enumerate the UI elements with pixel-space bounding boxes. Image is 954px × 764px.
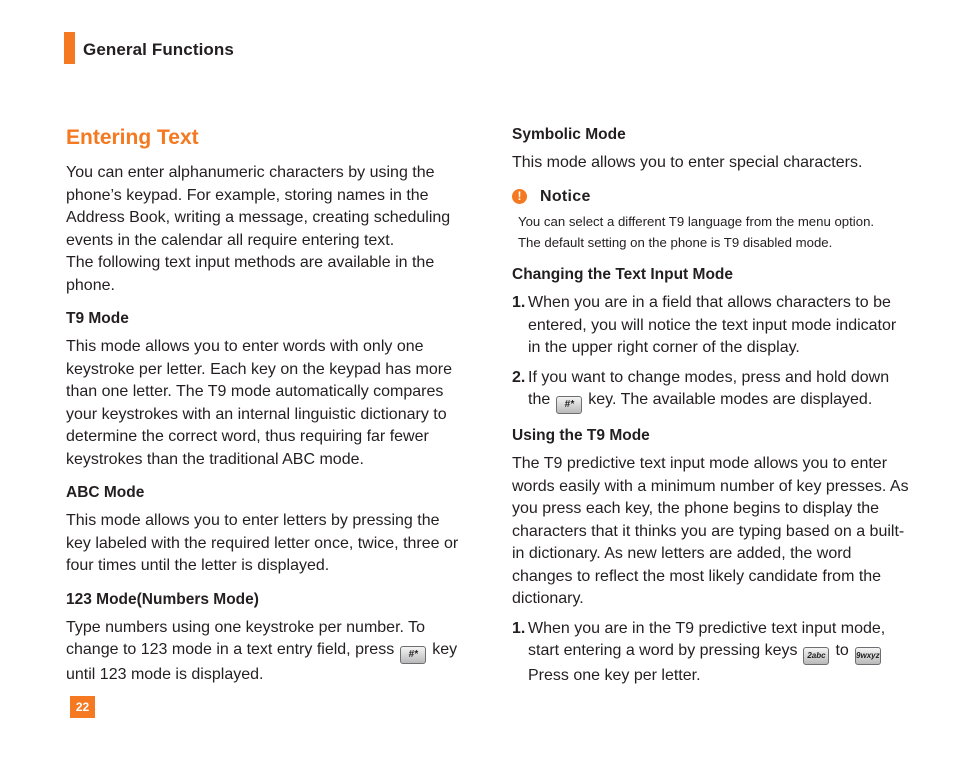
numbers-mode-body-end: key until 123 mode is displayed. <box>66 641 458 683</box>
numbers-mode-body-start: Type numbers using one keystroke per number. To change to 123 mode in a text entry field, press <box>66 618 426 658</box>
exclamation-icon: ! <box>512 189 527 204</box>
step-text-end: key. The available modes are displayed. <box>588 391 873 408</box>
step-number: 1. <box>512 294 526 311</box>
using-t9-heading: Using the T9 Mode <box>512 427 650 444</box>
section-title: General Functions <box>83 40 234 59</box>
using-t9-step-1 <box>512 618 912 688</box>
intro-paragraph-2: The following text input methods are available in the phone. <box>66 254 435 294</box>
step-text <box>528 618 912 688</box>
t9-mode-body: This mode allows you to enter words with only one keystroke per letter. Each key on the keypad has more than one letter. The T9 mode automatically compares your keystrokes with an internal linguistic dictionary to determine the correct word, thus requiring far fewer keystrokes than the traditional ABC mode. <box>66 338 452 468</box>
header-accent-bar <box>64 32 75 64</box>
changing-mode-heading: Changing the Text Input Mode <box>512 266 733 283</box>
changing-step-1 <box>512 292 912 360</box>
page-number: 22 <box>70 696 95 718</box>
using-t9-body: The T9 predictive text input mode allows you to enter words easily with a minimum number of key presses. As you press each key, the phone begins to display the characters that it thinks you are typing based on a built-in dictionary. As new letters are added, the word changes to reflect the most likely candidate from the dictionary. <box>512 455 909 607</box>
nine-key-icon: 9wxyz <box>855 647 881 665</box>
two-key-icon: 2abc <box>803 647 829 665</box>
numbers-mode-heading: 123 Mode(Numbers Mode) <box>66 590 259 608</box>
notice-text <box>518 212 912 253</box>
symbolic-mode-heading: Symbolic Mode <box>512 126 626 143</box>
step-text: When you are in a field that allows characters to be entered, you will notice the text input mode indicator in the upper right corner of the display. <box>528 294 897 356</box>
numbers-mode-body <box>66 617 466 687</box>
hash-key-icon: #* <box>556 396 582 414</box>
abc-mode-heading: ABC Mode <box>66 484 145 501</box>
right-column <box>512 124 912 688</box>
step-text-end: Press one key per letter. <box>528 667 701 684</box>
step-number: 1. <box>512 619 526 637</box>
notice-title: Notice <box>540 187 591 205</box>
notice-header <box>512 186 912 209</box>
step-number: 2. <box>512 368 526 386</box>
notice-line: The default setting on the phone is T9 disabled mode. <box>518 234 833 250</box>
intro-paragraph: You can enter alphanumeric characters by using the phone’s keypad. For example, storing names in the Address Book, writing a message, creating scheduling events in the calendar all require entering text. <box>66 164 451 249</box>
symbolic-mode-body: This mode allows you to enter special characters. <box>512 154 863 171</box>
notice-line: You can select a different T9 language from the menu option. <box>518 214 875 229</box>
abc-mode-body: This mode allows you to enter letters by pressing the key labeled with the required letter once, twice, three or four times until the letter is displayed. <box>66 512 459 574</box>
step-text-start: If you want to change modes, press and hold down the <box>528 368 890 408</box>
t9-mode-heading: T9 Mode <box>66 310 129 327</box>
changing-step-2 <box>512 367 912 415</box>
page-title: Entering Text <box>66 126 199 149</box>
step-text-mid: to <box>835 642 849 659</box>
step-text <box>528 367 912 415</box>
hash-key-icon: #* <box>400 646 426 664</box>
step-text-start: When you are in the T9 predictive text input mode, start entering a word by pressing keys <box>528 619 886 659</box>
left-column <box>66 124 466 687</box>
